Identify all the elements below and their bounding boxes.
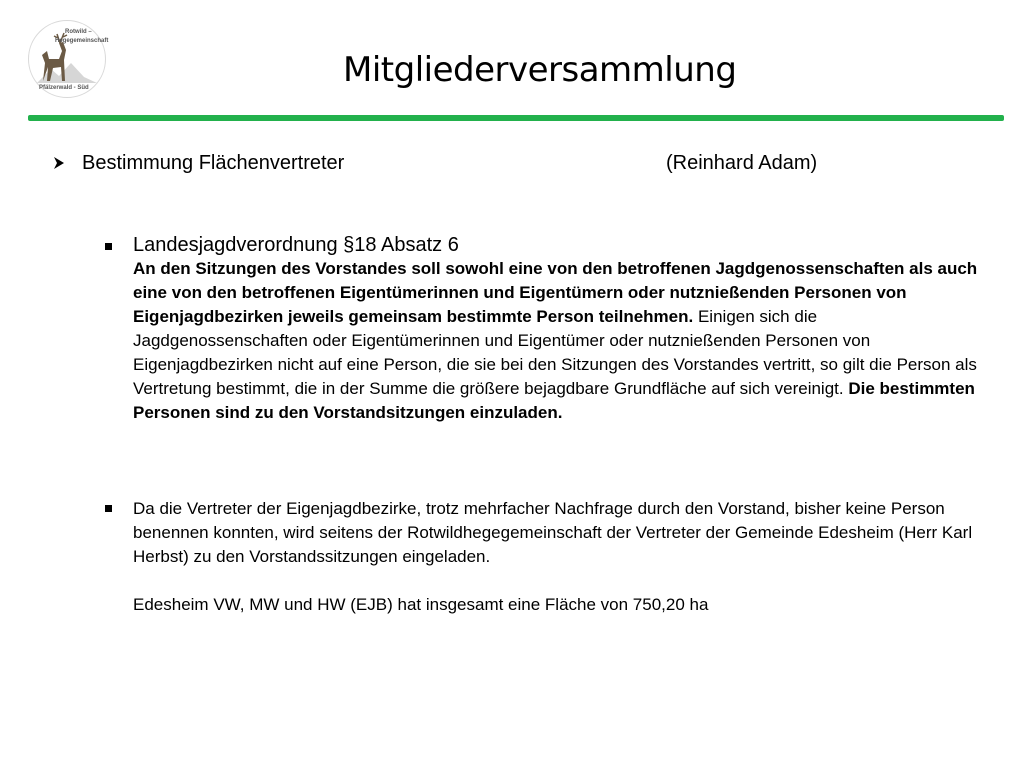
bullet-heading: Landesjagdverordnung §18 Absatz 6 [133,234,459,256]
bullet-item-representative [133,497,993,617]
accent-rule [28,115,1004,121]
representative-text: Da die Vertreter der Eigenjagdbezirke, trotz mehrfacher Nachfrage durch den Vorstand, bisher keine Person benennen konnten, wird seitens der Rotwildhegegemeinschaft der Vertreter der Gemeinde Edesheim (Herr Karl Herbst) zu den Vorstandssitzungen eingeladen. [133,499,973,566]
topic-label: Bestimmung Flächenvertreter [82,152,345,174]
topic-person: (Reinhard Adam) [666,152,818,174]
logo-line-3: Pfälzerwald - Süd [39,85,89,91]
slide-title: Mitgliederversammlung [343,50,737,90]
square-bullet-icon [105,505,112,512]
community-logo [28,20,109,98]
bullet-item-regulation [133,233,993,425]
regulation-text [133,257,993,425]
regulation-text-regular: Einigen sich die Jagdgenossenschaften oder Eigentümerinnen und Eigentümer oder nutznießenden Personen von Eigenjagdbezirken nicht auf eine Person, die sie bei den Sitzungen des Vorstandes vertritt, so gilt die Person als Vertretung bestimmt, die in der Summe die größere bejagdbare Grundfläche auf sich vereinigt. [133,307,977,398]
regulation-text-bold: An den Sitzungen des Vorstandes soll sowohl eine von den betroffenen Jagdgenossenschaften als auch eine von den betroffenen Eigentümerinnen und Eigentümern oder nutznießenden Personen von Eigenjagdbezirken jeweils gemeinsam bestimmte Person teilnehmen. [133,259,978,326]
square-bullet-icon [105,243,112,250]
logo-line-2: Hegegemeinschaft [55,38,109,44]
area-note: Edesheim VW, MW und HW (EJB) hat insgesamt eine Fläche von 750,20 ha [133,595,709,614]
logo-line-1: Rotwild – [65,29,92,35]
regulation-text-bold-end: Die bestimmten Personen sind zu den Vorstandsitzungen einzuladen. [133,379,975,422]
arrow-bullet-icon [52,156,66,170]
